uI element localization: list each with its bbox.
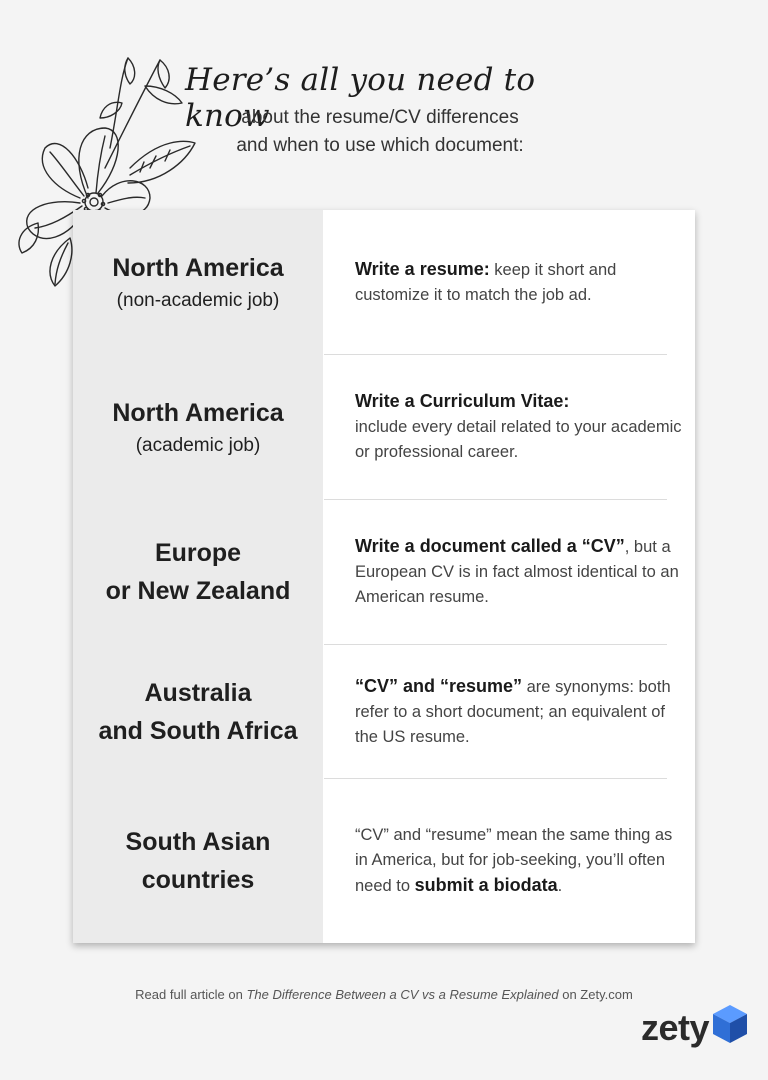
advice-bold: Write a resume: <box>355 258 490 279</box>
region-cell <box>73 355 323 499</box>
comparison-card <box>73 210 695 943</box>
cube-icon <box>713 1005 747 1043</box>
advice-text: “CV” and “resume” mean the same thing as in America, but for job-seeking, you’ll often need to <box>355 826 673 895</box>
advice-cell <box>355 500 685 644</box>
heading-subtitle <box>200 104 560 160</box>
advice-bold: Write a document called a “CV” <box>355 536 625 556</box>
advice-text: include every detail related to your academic or professional career. <box>355 418 682 461</box>
region-qualifier: (non-academic job) <box>116 290 280 311</box>
advice-cell <box>355 210 685 354</box>
script-heading: Here’s all you need to know <box>185 62 536 134</box>
footer-source-note <box>0 987 768 1002</box>
advice-text: are synonyms: both refer to a short document; an equivalent of the US resume. <box>355 678 671 746</box>
table-row <box>73 500 695 644</box>
region-name: North America <box>112 399 284 427</box>
region-name: Europe <box>154 539 242 567</box>
region-cell <box>73 779 323 943</box>
advice-bold: Write a Curriculum Vitae: <box>355 391 570 411</box>
advice-cell <box>355 645 685 779</box>
table-row <box>73 645 695 779</box>
region-name-line-2: and South Africa <box>98 717 298 745</box>
zety-logo[interactable] <box>641 1005 749 1055</box>
footer-suffix: on Zety.com <box>558 987 633 1002</box>
region-name-line-2: countries <box>141 866 255 894</box>
advice-tail: . <box>557 877 563 895</box>
region-qualifier: (academic job) <box>135 435 261 456</box>
advice-cell <box>355 779 685 943</box>
table-row <box>73 210 695 354</box>
advice-cell <box>355 355 685 499</box>
footer-article-link[interactable]: The Difference Between a CV vs a Resume Explained <box>246 987 559 1002</box>
advice-text: keep it short and customize it to match the job ad. <box>355 260 617 304</box>
region-name: North America <box>112 254 284 282</box>
region-cell <box>73 210 323 354</box>
subtitle-line-2: and when to use which document: <box>236 135 524 156</box>
region-cell <box>73 645 323 779</box>
advice-bold: “CV” and “resume” <box>355 676 523 696</box>
region-name-line-2: or New Zealand <box>105 577 291 605</box>
region-cell <box>73 500 323 644</box>
advice-text: , but a European CV is in fact almost identical to an American resume. <box>355 538 679 606</box>
logo-wordmark: zety <box>641 1007 710 1048</box>
table-row <box>73 355 695 499</box>
advice-bold: submit a biodata <box>414 875 558 895</box>
region-name: Australia <box>144 679 252 707</box>
subtitle-line-1: about the resume/CV differences <box>241 107 519 128</box>
footer-prefix: Read full article on <box>135 987 247 1002</box>
table-row <box>73 779 695 943</box>
region-name: South Asian <box>125 828 271 856</box>
